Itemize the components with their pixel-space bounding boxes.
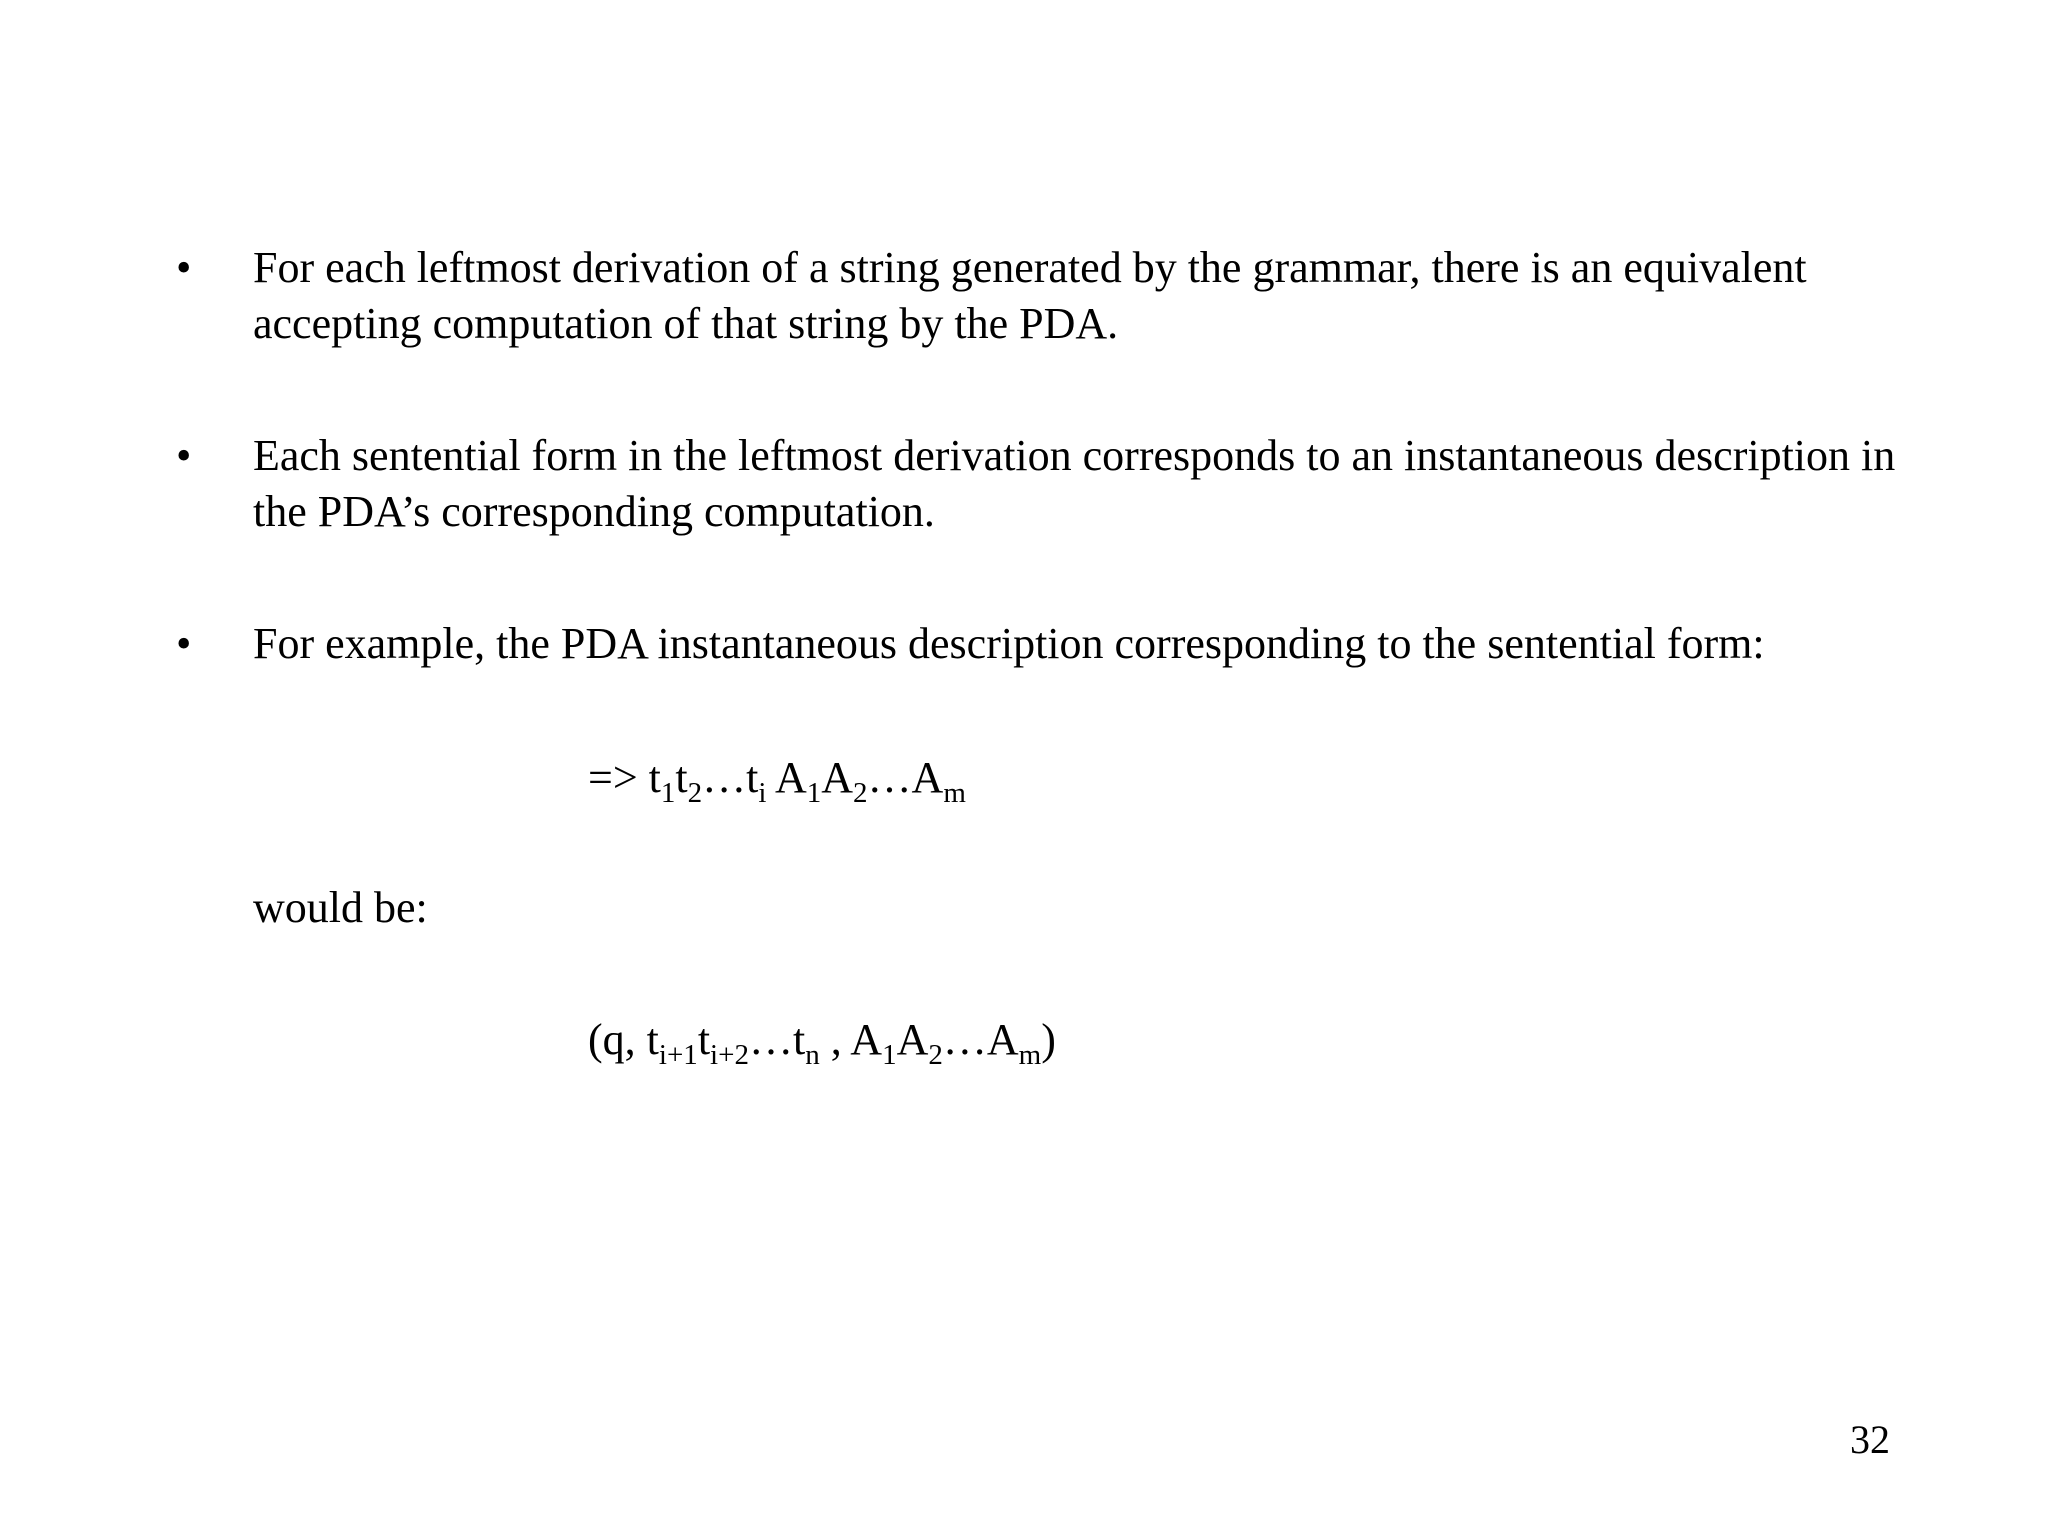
formula-ellipsis: …: [702, 753, 747, 802]
formula-symbol: A: [896, 1015, 929, 1064]
formula-subscript: i+1: [658, 1039, 698, 1072]
formula-symbol: t: [675, 753, 688, 802]
derivation-arrow: =>: [588, 753, 638, 802]
formula-subscript: 1: [806, 777, 822, 810]
formula-subscript: 1: [660, 777, 676, 810]
formula-symbol: A: [986, 1015, 1019, 1064]
bullet-marker: •: [176, 619, 192, 668]
formula-symbol: A: [911, 753, 944, 802]
formula-close: ): [1041, 1015, 1056, 1064]
formula-ellipsis: …: [867, 753, 912, 802]
bullet-text: For example, the PDA instantaneous description corresponding to the sentential form:: [253, 619, 1765, 668]
formula-ellipsis: …: [942, 1015, 987, 1064]
formula-subscript: 2: [853, 777, 868, 810]
formula-comma: ,: [819, 1015, 851, 1064]
bullet-marker: •: [176, 243, 192, 292]
page-number: 32: [1850, 1417, 1890, 1462]
would-be-text: would be:: [253, 883, 428, 932]
formula-symbol: A: [774, 753, 807, 802]
formula-subscript: 2: [928, 1039, 943, 1072]
formula-symbol: t: [697, 1015, 711, 1064]
formula-symbol: t: [746, 753, 759, 802]
formula-symbol: t: [646, 1015, 659, 1064]
formula-subscript: i: [758, 777, 767, 810]
formula-subscript: 1: [882, 1039, 897, 1072]
formula-ellipsis: …: [748, 1015, 793, 1064]
bullet-text: For each leftmost derivation of a string generated by the grammar, there is an equivalent accepting computation of that string by the PDA.: [253, 243, 1807, 348]
formula-symbol: t: [648, 753, 661, 802]
formula-symbol: t: [792, 1015, 806, 1064]
formula-subscript: m: [943, 777, 966, 810]
formula-subscript: m: [1018, 1039, 1042, 1072]
bullet-marker: •: [176, 431, 192, 480]
formula-subscript: i+2: [710, 1039, 749, 1072]
formula-symbol: A: [850, 1015, 883, 1064]
formula-subscript: n: [805, 1039, 820, 1072]
formula-symbol: A: [821, 753, 854, 802]
formula-subscript: 2: [687, 777, 703, 810]
bullet-text: Each sentential form in the leftmost derivation corresponds to an instantaneous description in the PDA’s corresponding computation.: [253, 431, 1896, 536]
instantaneous-description-formula: [588, 1012, 1056, 1072]
sentential-form-formula: [588, 750, 966, 810]
formula-open: (q,: [588, 1015, 647, 1064]
